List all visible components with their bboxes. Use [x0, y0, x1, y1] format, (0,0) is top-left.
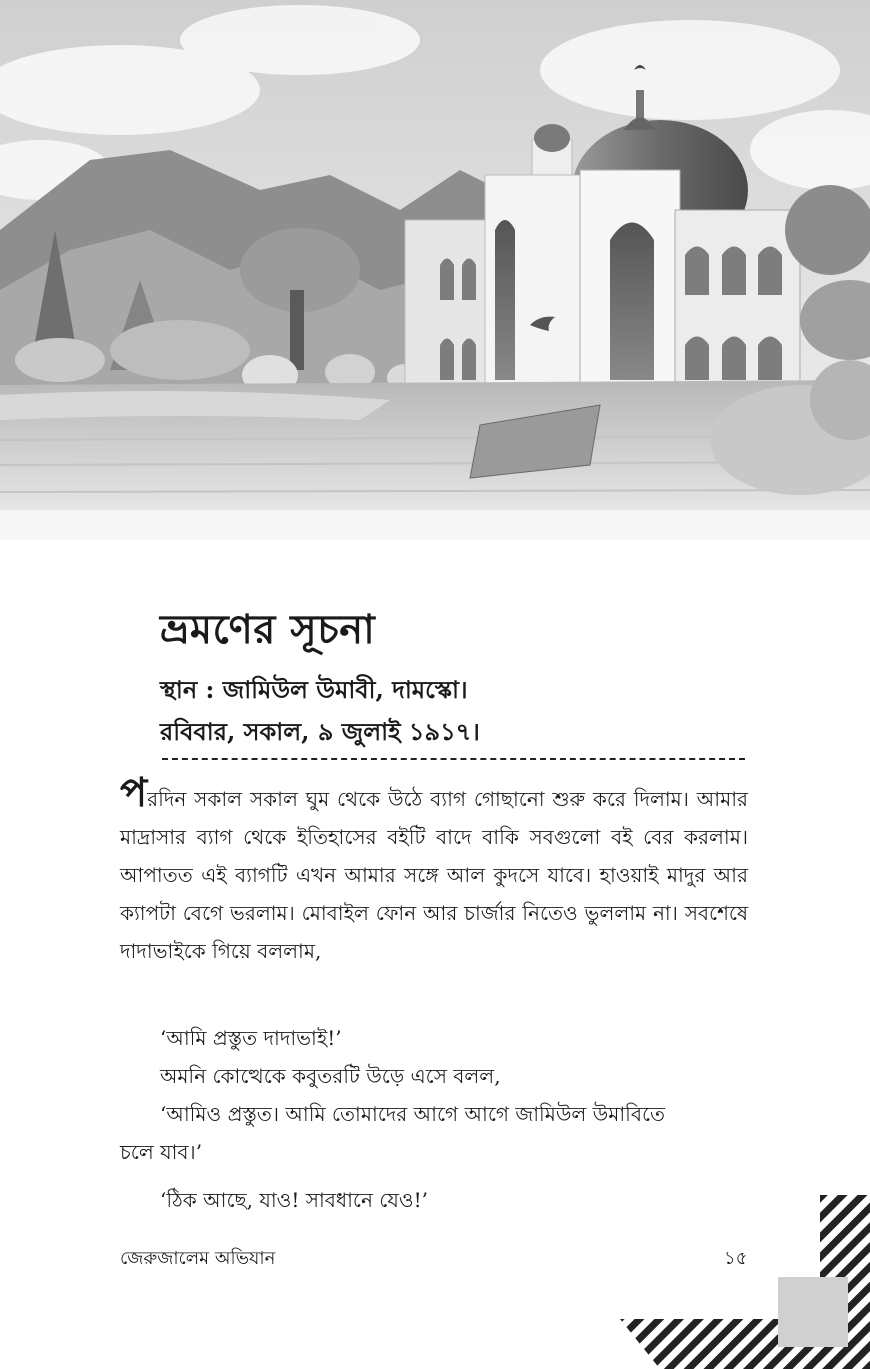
corner-stripes-decoration	[620, 1195, 870, 1369]
paragraph-text: রদিন সকাল সকাল ঘুম থেকে উঠে ব্যাগ গোছানো শুরু করে দিলাম। আমার মাদ্রাসার ব্যাগ থেকে ইতিহাসের বইটি বাদে বাকি সবগুলো বই বের করলাম। আপাতত এই ব্যাগটি এখন আমার সঙ্গে আল কুদসে যাবে। হাওয়াই মাদুর আর ক্যাপটা বেগে ভরলাম। মোবাইল ফোন আর চার্জার নিতেও ভুললাম না। সবশেষে দাদাভাইকে গিয়ে বললাম,	[120, 787, 748, 963]
fade-bottom	[0, 510, 870, 540]
page-number: ১৫	[724, 1248, 748, 1269]
dialogue-line: অমনি কোত্থেকে কবুতরটি উড়ে এসে বলল,	[160, 1064, 501, 1088]
drop-cap: প	[120, 769, 148, 816]
mosque-landscape-illustration	[0, 0, 870, 540]
chapter-title: ভ্রমণের সূচনা	[160, 606, 376, 653]
dialogue-line: চলে যাব।’	[120, 1140, 203, 1164]
dialogue-line: ‘ঠিক আছে, যাও! সাবধানে যেও!’	[160, 1188, 428, 1212]
qr-placeholder	[778, 1277, 848, 1347]
location-line: স্থান : জামিউল উমাবী, দামস্কো।	[160, 675, 468, 704]
date-line: রবিবার, সকাল, ৯ জুলাই ১৯১৭।	[160, 717, 480, 746]
opening-paragraph	[120, 769, 748, 970]
dialogue-line: ‘আমিও প্রস্তুত। আমি তোমাদের আগে আগে জামিউল উমাবিতে	[160, 1102, 666, 1126]
dialogue-line: ‘আমি প্রস্তুত দাদাভাই!’	[160, 1026, 342, 1050]
dashed-separator	[162, 758, 745, 760]
book-title: জেরুজালেম অভিযান	[120, 1248, 276, 1269]
